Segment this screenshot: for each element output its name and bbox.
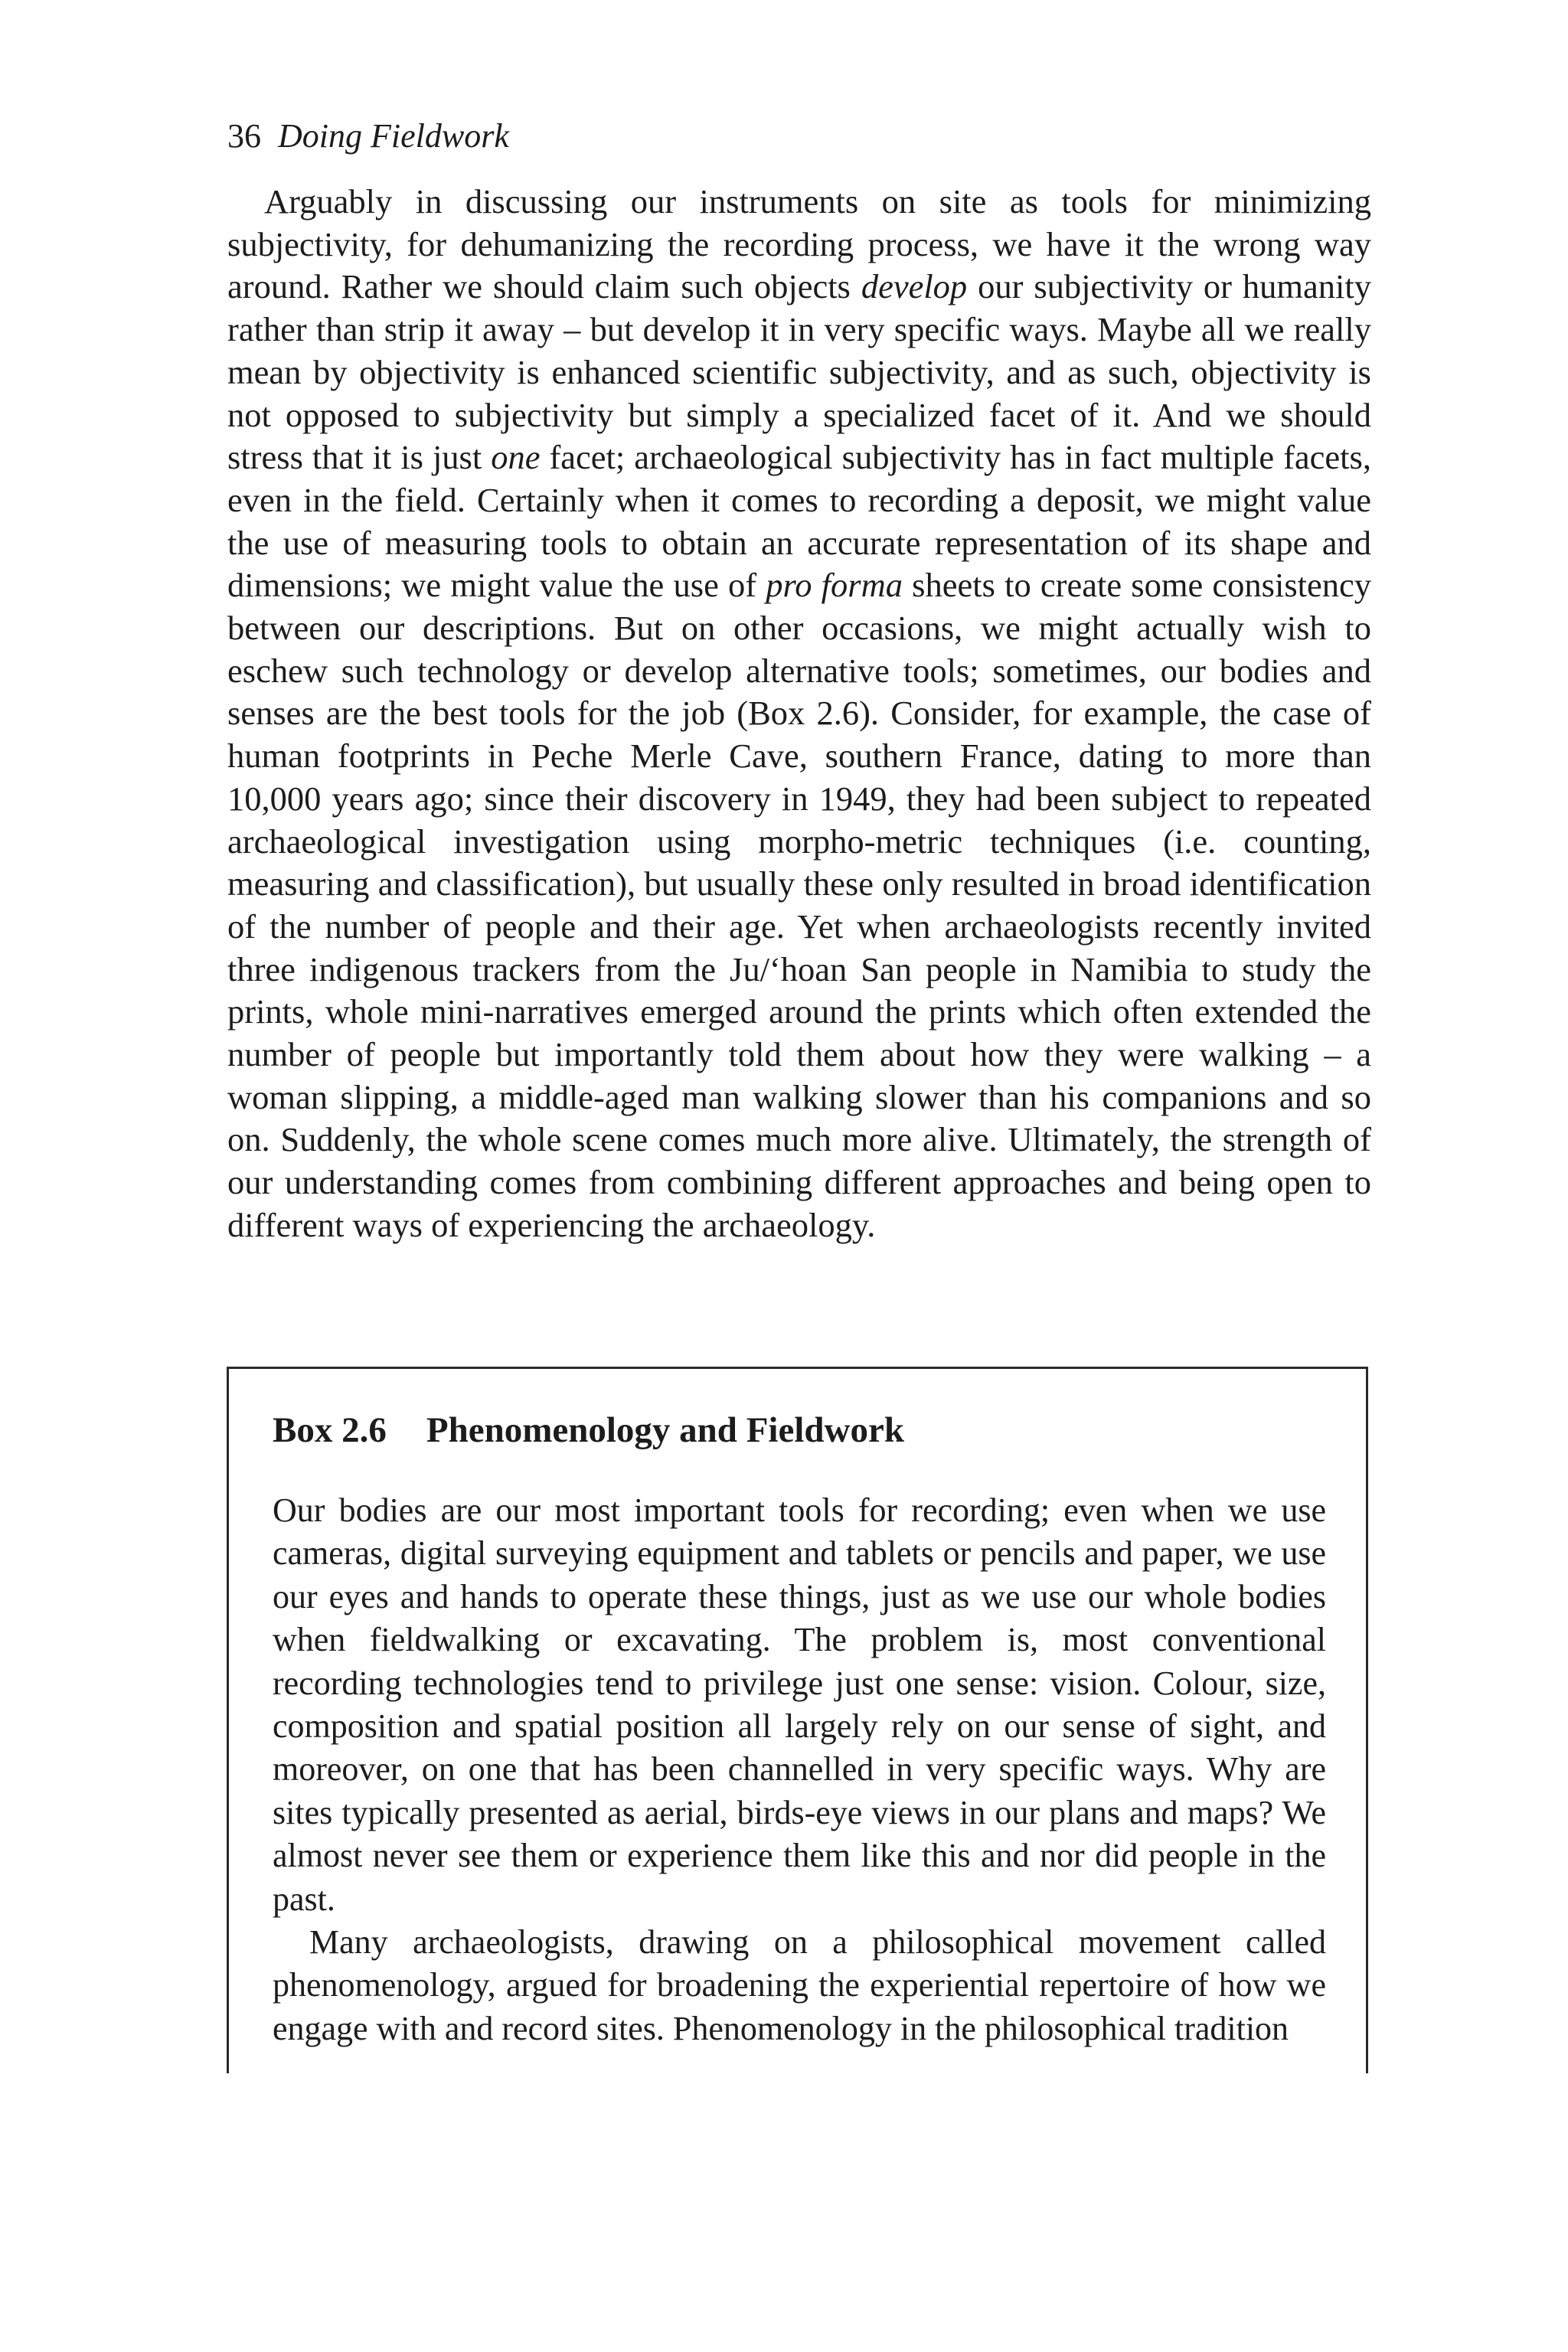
main-paragraph (227, 181, 1371, 1247)
page-number: 36 (227, 117, 261, 155)
main-paragraph-text: Arguably in discussing our instruments on site as tools for minimizing subjectivity, for dehumanizing the recording process, we have it the wrong way around. Rather we should claim such objects (227, 182, 1371, 306)
box-paragraph: Many archaeologists, drawing on a philosophical movement called phenomenology, argued for broadening the experiential repertoire of how we engage with and record sites. Phenomenology in the philosophical tradition (273, 1923, 1326, 2047)
emphasis-pro-forma: pro forma (766, 566, 903, 605)
box-paragraph: Our bodies are our most important tools for recording; even when we use cameras, digital surveying equipment and tablets or pencils and paper, we use our eyes and hands to operate these things, just as we use our whole bodies when fieldwalking or excavating. The problem is, most conventional recording technologies tend to privilege just one sense: vision. Colour, size, composition and spatial position all largely rely on our sense of sight, and moreover, on one that has been channelled in very specific ways. Why are sites typically presented as aerial, birds-eye views in our plans and maps? We almost never see them or experience them like this and nor did people in the past. (273, 1491, 1326, 1918)
running-head (227, 115, 509, 158)
book-title: Doing Fieldwork (278, 117, 509, 155)
box-title: Phenomenology and Fieldwork (426, 1410, 904, 1450)
box-heading (273, 1407, 904, 1453)
main-paragraph-text: facet; archaeological subjectivity has in fact multiple facets, even in the field. Certainly when it comes to recording a deposit, we might value the use of measuring tools to obtain an accurate representation of its shape and dimensions; we might value the use of (227, 438, 1371, 605)
main-paragraph-text: sheets to create some consistency between our descriptions. But on other occasions, we might actually wish to eschew such technology or develop alternative tools; sometimes, our bodies and senses are the best tools for the job (Box 2.6). Consider, for example, the case of human footprints in Peche Merle Cave, southern France, dating to more than 10,000 years ago; since their discovery in 1949, they had been subject to repeated archaeological investigation using morpho-metric techniques (i.e. counting, measuring and classification), but usually these only resulted in broad identification of the number of people and their age. Yet when archaeologists recently invited three indigenous trackers from the Ju/‘hoan San people in Namibia to study the prints, whole mini-narratives emerged around the prints which often extended the number of people but importantly told them about how they were walking – a woman slipping, a middle-aged man walking slower than his companions and so on. Suddenly, the whole scene comes much more alive. Ultimately, the strength of our understanding comes from combining different approaches and being open to different ways of experiencing the archaeology. (227, 566, 1372, 1244)
box-number: Box 2.6 (273, 1410, 387, 1450)
emphasis-develop: develop (861, 267, 968, 306)
sidebar-box (227, 1367, 1368, 2073)
main-paragraph-text: our subjectivity or humanity rather than strip it away – but develop it in very specific ways. Maybe all we really mean by objectivity is enhanced scientific subjectivity, and as such, objectivity is not opposed to subjectivity but simply a specialized facet of it. And we should stress that it is just (227, 267, 1371, 477)
emphasis-one: one (491, 438, 541, 477)
box-body (273, 1489, 1326, 2050)
